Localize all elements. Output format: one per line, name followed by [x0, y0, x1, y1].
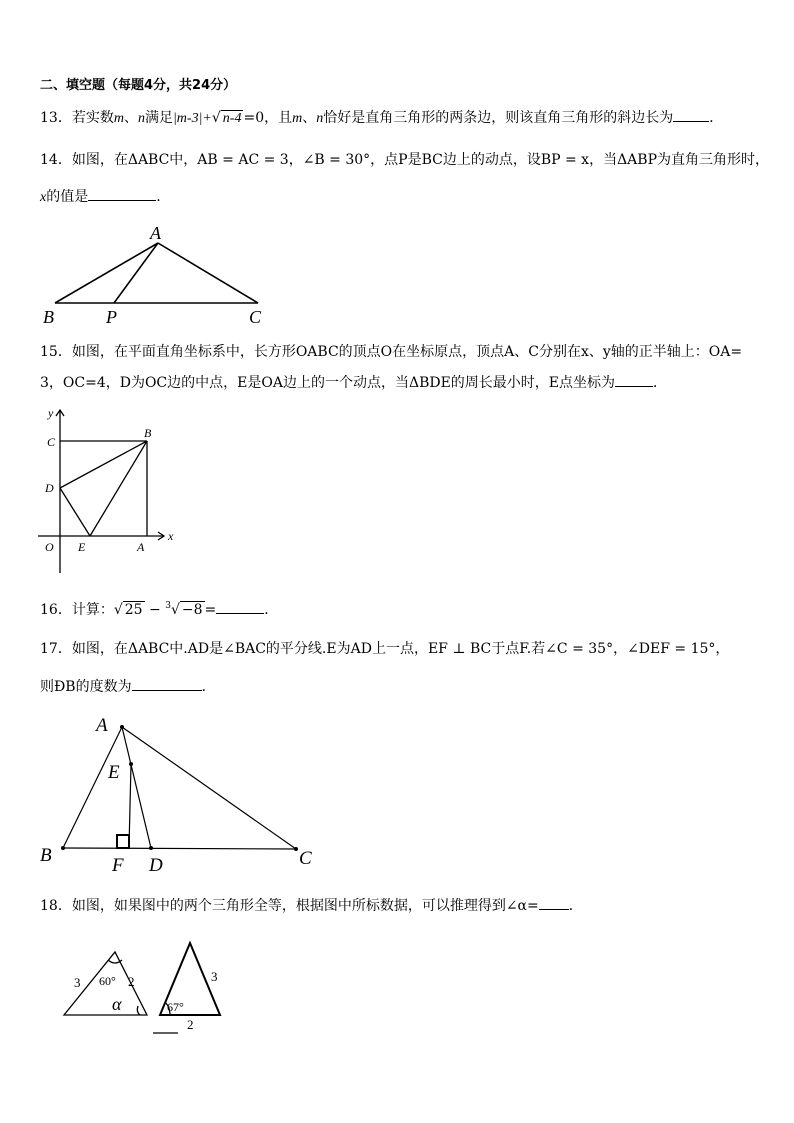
q13-radicand: n-4 — [222, 111, 242, 126]
q15-label-y: y — [48, 406, 54, 420]
q16-text: 计算： — [71, 602, 114, 618]
q15-label-a: A — [137, 540, 145, 554]
q13-text-3: =0，且 — [243, 110, 293, 126]
q13-var-m2: m — [292, 111, 303, 126]
q17-label-f: F — [112, 855, 124, 876]
q15-label-c: C — [47, 435, 56, 449]
q17-bisector-ad — [122, 727, 151, 848]
q13-abs: |m-3|+ — [172, 111, 212, 126]
q14-side-ac — [158, 243, 258, 303]
q17-answer-blank[interactable] — [132, 676, 202, 691]
q13-number: 13． — [40, 110, 72, 126]
q13-var-n2: n — [316, 111, 324, 126]
q16-end: ． — [264, 602, 279, 618]
q15-label-e: E — [78, 540, 86, 554]
q14-line-2-text: 的值是 — [46, 189, 89, 205]
question-13: 13．若实数m、n满足|m-3|+√ n-4 =0，且m、n恰好是直角三角形的两条边，则该直角三角形的斜边长为 ． — [40, 107, 723, 129]
q15-end: ． — [653, 375, 668, 391]
q16-number: 16． — [40, 602, 72, 618]
question-17-line-1 — [40, 639, 729, 659]
q17-label-b: B — [40, 845, 52, 866]
q18-label-angle-60: 60° — [99, 974, 116, 988]
q15-label-d: D — [45, 481, 54, 495]
question-15-line-2 — [40, 372, 667, 393]
q17-label-c: C — [299, 848, 312, 869]
q17-point-d — [149, 846, 153, 850]
question-15-line-1 — [40, 342, 742, 362]
q16-answer-blank[interactable] — [216, 599, 264, 614]
q18-end: ． — [568, 898, 583, 914]
question-18 — [40, 895, 583, 916]
q18-label-side-3-right: 3 — [211, 969, 218, 984]
q17-point-b — [61, 846, 65, 850]
q17-point-a — [120, 725, 124, 729]
q13-end: ． — [709, 110, 724, 126]
q18-answer-blank[interactable] — [539, 895, 569, 910]
q17-side-bc — [63, 848, 296, 849]
q14-segment-ap — [114, 243, 158, 303]
q17-side-ab — [63, 727, 122, 848]
q14-label-p: P — [106, 307, 117, 327]
q14-label-c: C — [249, 307, 262, 327]
q14-label-b: B — [43, 307, 54, 327]
q17-line-2-text: 则ÐB的度数为 — [40, 679, 132, 695]
q18-angle-arc-alpha — [137, 1006, 140, 1015]
q17-number: 17． — [40, 641, 72, 657]
q13-text-2: 满足 — [144, 110, 173, 126]
q18-line-1-text: 如图，如果图中的两个三角形全等，根据图中所标数据，可以推理得到∠α= — [71, 898, 539, 914]
q14-label-a: A — [150, 223, 161, 243]
q17-point-e — [129, 762, 133, 766]
q13-var-n: n — [137, 111, 145, 126]
q18-label-alpha: α — [112, 994, 122, 1014]
q13-text-1: 若实数 — [71, 110, 114, 126]
q17-label-e: E — [108, 762, 120, 783]
question-16: 16．计算：√ 25 − $^3$√ −8 = ． — [40, 601, 279, 618]
q18-label-side-2-left: 2 — [128, 974, 135, 989]
q15-segment-de — [60, 488, 90, 536]
question-17-line-2 — [40, 676, 216, 697]
q16-radicand-2: −8 — [181, 602, 203, 618]
q17-line-1-text: 如图，在ΔABC中.AD是∠BAC的平分线.E为AD上一点，EF ⊥ BC于点F.若∠C = 35°，∠DEF = 15°， — [71, 641, 730, 657]
q16-radicand-1: 25 — [124, 602, 143, 618]
q17-label-d: D — [149, 855, 163, 876]
q15-label-o: O — [45, 540, 54, 554]
q17-label-a: A — [96, 715, 108, 736]
q15-segment-db — [60, 441, 147, 488]
q14-line-1-text: 如图，在ΔABC中，AB = AC = 3，∠B = 30°，点P是BC边上的动点，设BP = x，当ΔABP为直角三角形时， — [71, 152, 770, 168]
q14-end: . — [156, 189, 161, 205]
q15-line-2-text: 3，OC=4，D为OC边的中点，E是OA边上的一个动点，当ΔBDE的周长最小时，E点坐标为 — [40, 375, 616, 391]
q17-point-c — [294, 847, 298, 851]
q14-number: 14． — [40, 152, 72, 168]
q17-side-ac — [122, 727, 296, 849]
q16-equals: = — [204, 602, 217, 618]
q18-number: 18． — [40, 898, 72, 914]
q13-var-m: m — [113, 111, 124, 126]
q13-text-4: 恰好是直角三角形的两条边，则该直角三角形的斜边长为 — [323, 110, 674, 126]
q16-root-index: 3 — [165, 601, 171, 611]
q15-label-x: x — [168, 529, 174, 543]
q17-right-angle-mark — [117, 835, 129, 848]
q14-side-ab — [55, 243, 158, 303]
q13-sep: 、 — [123, 110, 138, 126]
q18-label-side-2-right: 2 — [187, 1017, 194, 1032]
q17-end: ． — [201, 679, 216, 695]
q15-line-1-text: 如图，在平面直角坐标系中，长方形OABC的顶点O在坐标原点，顶点A、C分别在x、y轴的正半轴上：OA= — [71, 344, 743, 360]
q16-minus: − — [144, 602, 166, 618]
q15-answer-blank[interactable] — [615, 372, 653, 387]
q13-sep2: 、 — [302, 110, 317, 126]
q18-label-side-3-left: 3 — [74, 975, 81, 990]
section-header: 二、填空题（每题4分，共24分） — [40, 78, 237, 93]
q15-number: 15． — [40, 344, 72, 360]
q15-label-b: B — [144, 426, 152, 440]
q15-segment-eb — [90, 441, 147, 536]
q18-label-angle-67: 67° — [167, 1000, 184, 1014]
q14-var-x: x — [40, 190, 47, 205]
